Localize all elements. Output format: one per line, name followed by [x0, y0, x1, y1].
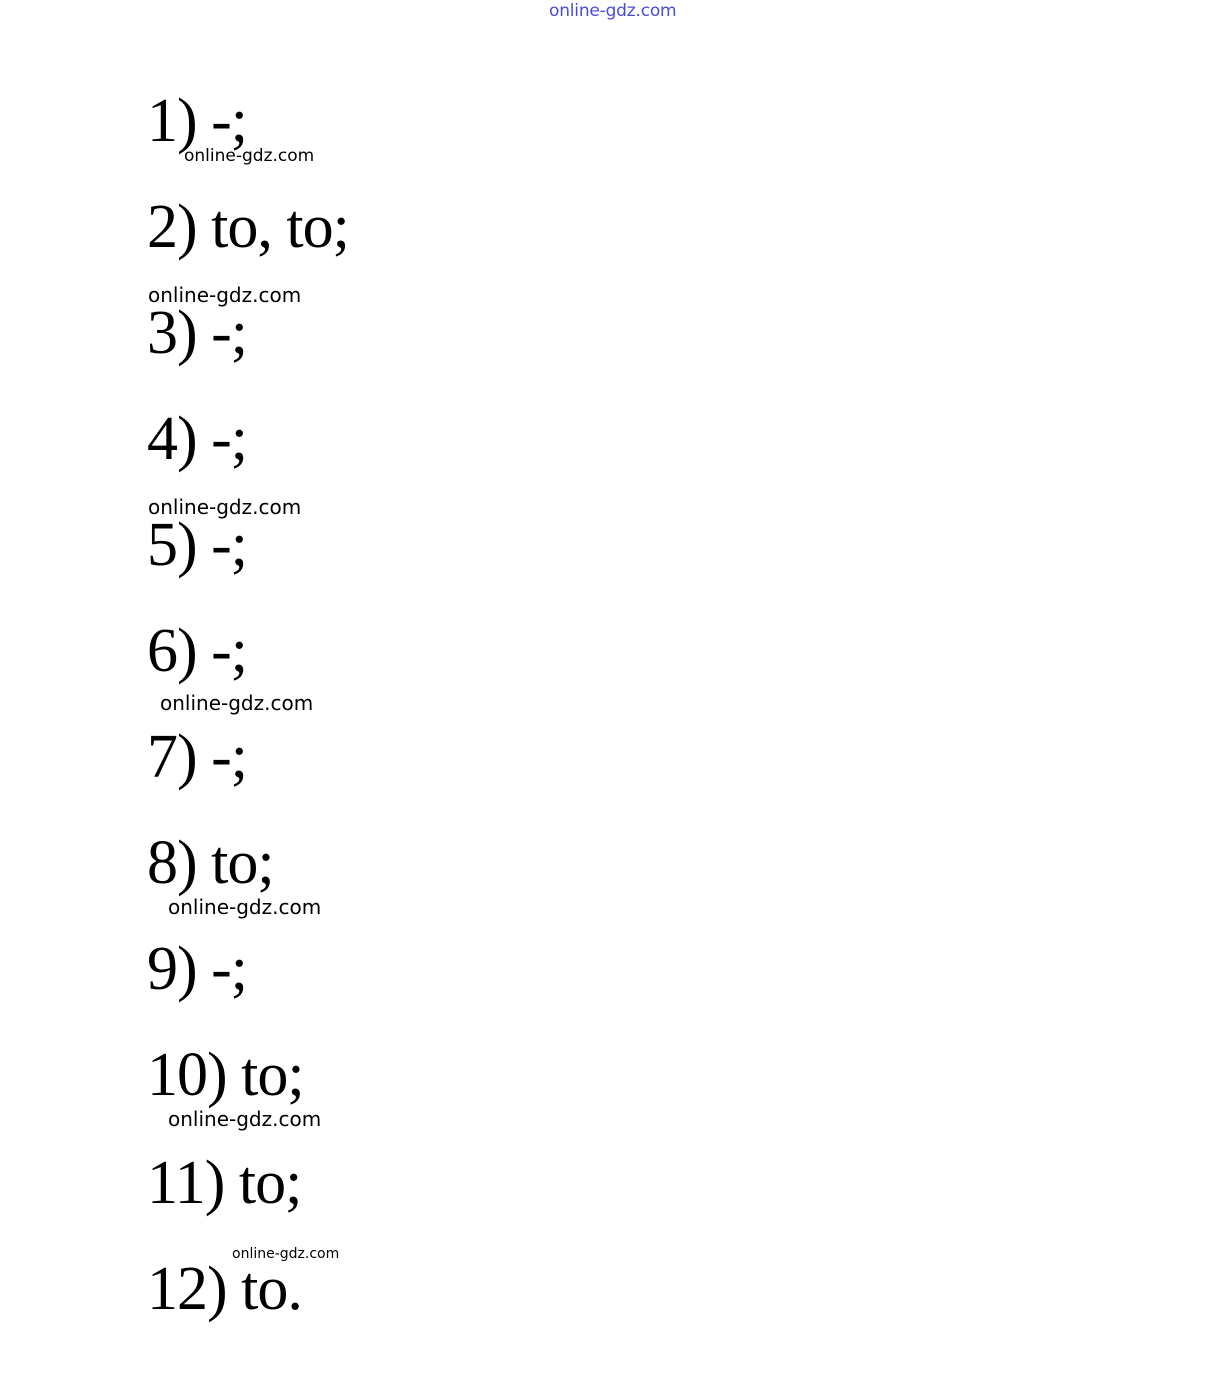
answer-10: 10) to; [147, 1041, 304, 1109]
watermark-7: online-gdz.com [232, 1246, 340, 1262]
answer-4: 4) -; [147, 405, 248, 473]
answer-9: 9) -; [147, 935, 248, 1003]
answer-3: 3) -; [147, 299, 248, 367]
watermark-3: online-gdz.com [148, 495, 302, 519]
answer-2: 2) to, to; [147, 193, 349, 261]
answer-11: 11) to; [147, 1149, 302, 1217]
answer-6: 6) -; [147, 617, 248, 685]
answer-1: 1) -; [147, 87, 248, 155]
site-link[interactable]: online-gdz.com [549, 1, 677, 21]
watermark-6: online-gdz.com [168, 1107, 322, 1131]
answer-7: 7) -; [147, 723, 248, 791]
watermark-4: online-gdz.com [160, 691, 314, 715]
answer-5: 5) -; [147, 511, 248, 579]
watermark-2: online-gdz.com [148, 283, 302, 307]
answer-8: 8) to; [147, 829, 274, 897]
watermark-5: online-gdz.com [168, 895, 322, 919]
watermark-1: online-gdz.com [184, 146, 315, 166]
answer-12: 12) to. [147, 1255, 302, 1323]
